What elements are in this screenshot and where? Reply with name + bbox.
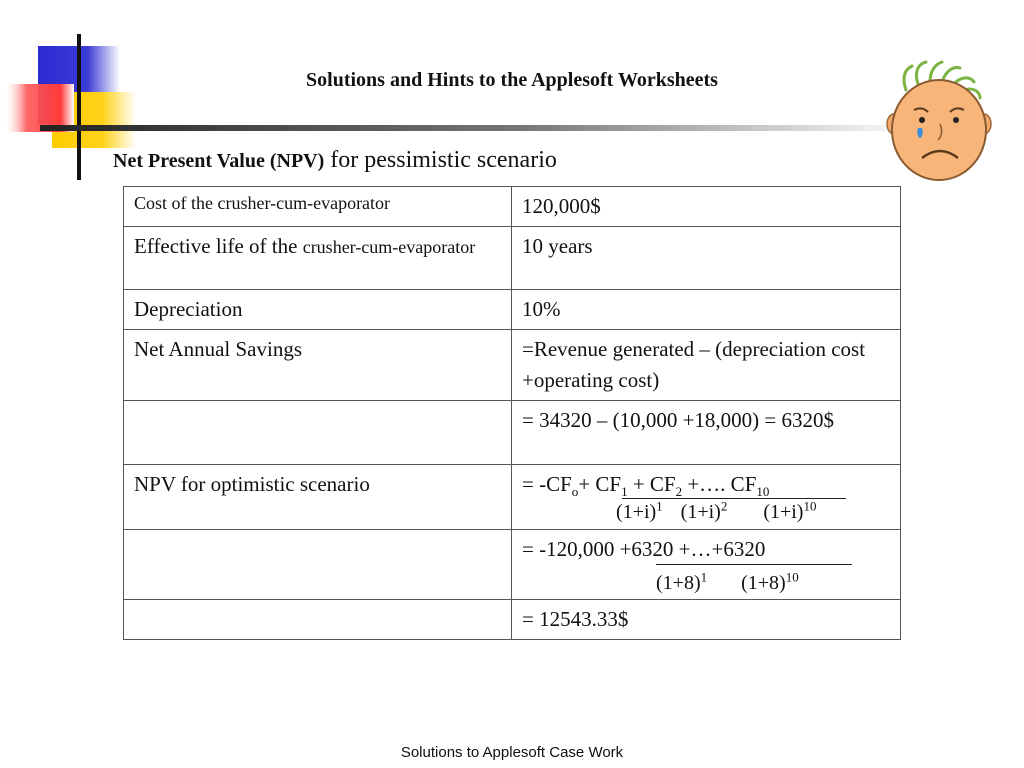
fraction-rule xyxy=(656,564,852,565)
slide-footer: Solutions to Applesoft Case Work xyxy=(400,744,624,761)
slide-title: Solutions and Hints to the Applesoft Worksheets xyxy=(306,69,718,91)
vertical-bar xyxy=(77,34,81,180)
table-row xyxy=(124,465,901,530)
formula-subscript: 10 xyxy=(756,484,770,500)
formula-numerator xyxy=(522,469,890,500)
subtitle-bold: Net Present Value (NPV) xyxy=(113,150,325,172)
npv-table xyxy=(123,186,901,640)
table-row xyxy=(124,187,901,227)
table-row xyxy=(124,600,901,640)
npv-formula-cell xyxy=(512,465,901,530)
formula-denominator: (1+i) xyxy=(763,501,804,523)
formula-text: + CF xyxy=(578,472,622,496)
row-label: Net Annual Savings xyxy=(124,330,512,401)
formula-denominators xyxy=(522,500,890,524)
table-row xyxy=(124,530,901,600)
formula-numerator xyxy=(522,534,890,565)
table-row xyxy=(124,290,901,330)
formula-text: = -CF xyxy=(522,472,572,496)
formula-denominator: (1+8) xyxy=(656,572,701,594)
row-label xyxy=(124,600,512,640)
formula-subscript: o xyxy=(571,484,579,500)
formula-exponent: 1 xyxy=(656,498,663,514)
row-label: NPV for optimistic scenario xyxy=(124,465,512,530)
red-square xyxy=(6,84,74,132)
formula-text: +…. CF xyxy=(682,472,757,496)
row-value: = 34320 – (10,000 +18,000) = 6320$ xyxy=(512,401,901,465)
formula-denominator: (1+i) xyxy=(680,501,721,523)
formula-denominator: (1+i) xyxy=(616,501,657,523)
row-label xyxy=(124,227,512,290)
table-row xyxy=(124,227,901,290)
formula-text: = -120,000 +6320 +…+6320 xyxy=(522,537,766,561)
formula-denominators xyxy=(522,565,890,595)
row-value: =Revenue generated – (depreciation cost +operating cost) xyxy=(512,330,901,401)
row-label: Depreciation xyxy=(124,290,512,330)
table-row xyxy=(124,330,901,401)
row-value: 120,000$ xyxy=(512,187,901,227)
row-value: 10% xyxy=(512,290,901,330)
formula-text: + CF xyxy=(627,472,676,496)
row-label: Cost of the crusher-cum-evaporator xyxy=(124,187,512,227)
npv-numeric-cell xyxy=(512,530,901,600)
formula-denominator: (1+8) xyxy=(741,572,786,594)
row-label xyxy=(124,401,512,465)
row-value: 10 years xyxy=(512,227,901,290)
row-label xyxy=(124,530,512,600)
formula-exponent: 1 xyxy=(700,569,708,585)
formula-exponent: 10 xyxy=(785,569,799,585)
formula-subscript: 2 xyxy=(675,484,683,500)
row-label-part: crusher-cum-evaporator xyxy=(302,237,476,257)
sad-face-icon xyxy=(884,56,994,186)
formula-exponent: 10 xyxy=(803,498,817,514)
row-label-part: Effective life of the xyxy=(134,234,298,258)
formula-exponent: 2 xyxy=(720,498,728,514)
row-value: = 12543.33$ xyxy=(512,600,901,640)
slide-subtitle xyxy=(113,144,557,177)
formula-subscript: 1 xyxy=(621,484,628,500)
header-rule xyxy=(40,125,920,131)
subtitle-rest: for pessimistic scenario xyxy=(330,147,557,173)
table-row xyxy=(124,401,901,465)
fraction-rule xyxy=(622,498,846,499)
